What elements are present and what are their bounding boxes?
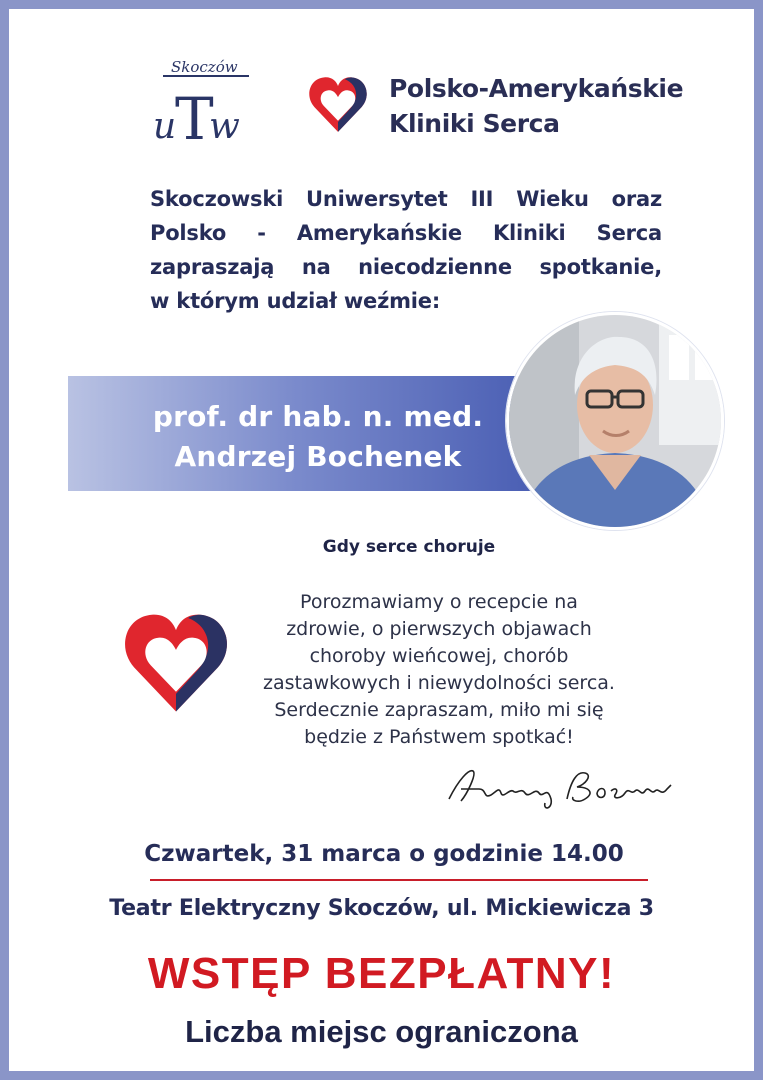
seats-limited: Liczba miejsc ograniczona	[185, 1014, 578, 1049]
utw-logo	[149, 54, 264, 149]
speaker-portrait	[509, 315, 721, 527]
heart-logo-icon	[307, 69, 369, 139]
talk-topic: Gdy serce choruje	[322, 537, 496, 557]
signature	[439, 759, 689, 814]
talk-line: choroby wieńcowej, chorób	[309, 645, 569, 667]
intro-line: Skoczowski Uniwersytet III Wieku oraz	[150, 187, 662, 211]
speaker-name: Andrzej Bochenek	[174, 440, 462, 473]
speaker-title: prof. dr hab. n. med.	[152, 400, 484, 433]
speaker-name-block	[68, 397, 568, 477]
intro-line: Polsko - Amerykańskie Kliniki Serca	[150, 221, 662, 245]
heart-icon	[121, 599, 231, 725]
clinic-name-line1: Polsko-Amerykańskie	[389, 74, 684, 103]
intro-line: w którym udział weźmie:	[150, 289, 441, 313]
svg-text:u: u	[153, 106, 177, 147]
svg-text:T: T	[175, 85, 214, 148]
date-underline	[150, 879, 648, 881]
clinic-name	[389, 71, 683, 141]
speaker-photo	[506, 312, 724, 530]
talk-line: będzie z Państwem spotkać!	[304, 726, 574, 748]
talk-line: Serdecznie zapraszam, miło mi się	[274, 699, 604, 721]
talk-line: zastawkowych i niewydolności serca.	[263, 672, 615, 694]
poster	[9, 9, 754, 1071]
talk-line: zdrowie, o pierwszych objawach	[286, 618, 592, 640]
admission-free: WSTĘP BEZPŁATNY!	[147, 949, 616, 998]
utw-logo-mark	[149, 68, 264, 148]
clinic-name-line2: Kliniki Serca	[389, 109, 560, 138]
event-date: Czwartek, 31 marca o godzinie 14.00	[144, 841, 624, 867]
intro-line: zapraszają na niecodzienne spotkanie,	[150, 255, 662, 279]
svg-text:w: w	[209, 106, 240, 147]
utw-logo-small-text: Skoczów	[171, 58, 238, 76]
intro-text	[150, 182, 662, 318]
talk-description	[254, 589, 624, 751]
event-venue: Teatr Elektryczny Skoczów, ul. Mickiewicza 3	[109, 896, 654, 921]
talk-line: Porozmawiamy o recepcie na	[300, 591, 578, 613]
